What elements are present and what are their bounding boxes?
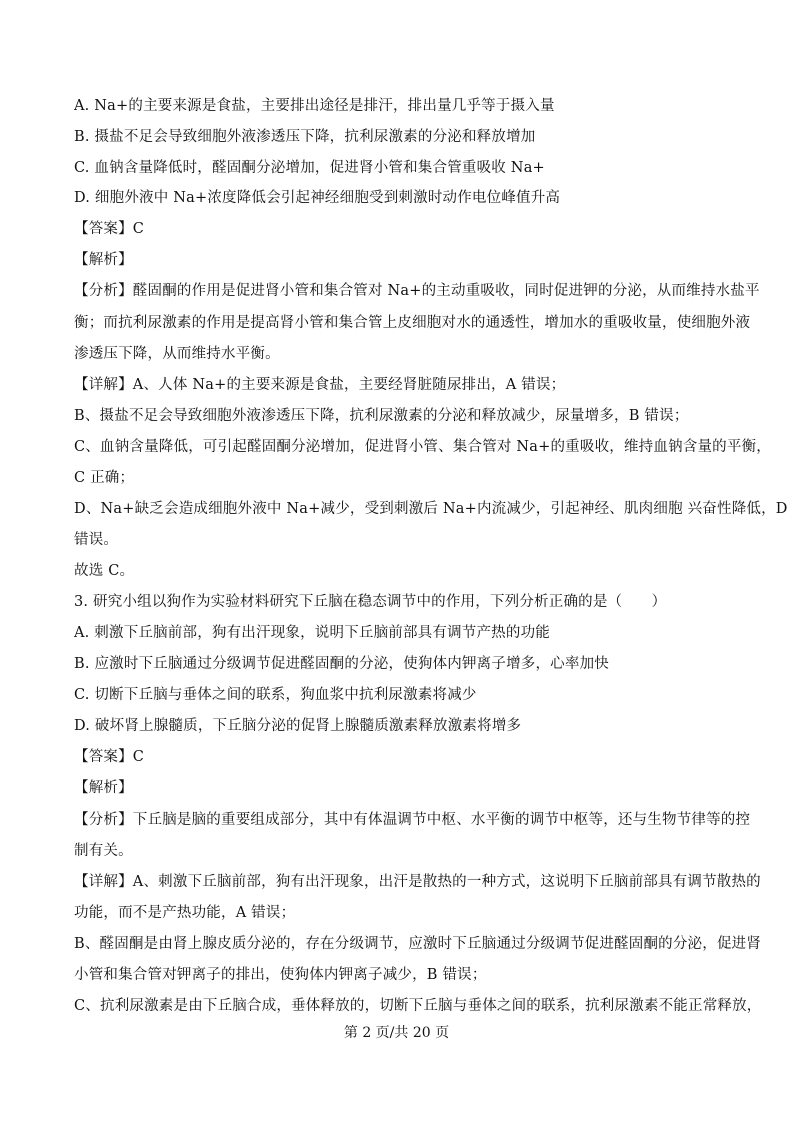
option-b-line: B. 摄盐不足会导致细胞外液渗透压下降，抗利尿激素的分泌和释放增加 (74, 129, 536, 145)
detail-text-line: 【详解】A、人体 Na+的主要来源是食盐，主要经肾脏随尿排出，A 错误； (74, 377, 566, 393)
page-footer: 第 2 页/共 20 页 (343, 1025, 450, 1041)
q3-option-c: C. 切断下丘脑与垂体之间的联系，狗血浆中抗利尿激素将减少 (74, 687, 477, 703)
conclusion-line: 故选 C。 (74, 563, 135, 579)
question-3-stem: 3. 研究小组以狗作为实验材料研究下丘脑在稳态调节中的作用，下列分析正确的是（ ） (74, 594, 667, 610)
q3-detail-text-line: B、醛固酮是由肾上腺皮质分泌的，存在分级调节，应激时下丘脑通过分级调节促进醛固酮的分泌，促进肾 (74, 936, 762, 952)
detail-text-line: C 正确； (74, 470, 135, 486)
q3-detail-text-line: 功能，而不是产热功能，A 错误； (74, 905, 296, 921)
q3-answer-line: 【答案】C (74, 749, 145, 765)
detail-text-line: 错误。 (74, 532, 119, 548)
q3-analysis-text-line: 【分析】下丘脑是脑的重要组成部分，其中有体温调节中枢、水平衡的调节中枢等，还与生物节律等的控 (74, 812, 751, 828)
q3-option-a: A. 刺激下丘脑前部，狗有出汗现象，说明下丘脑前部具有调节产热的功能 (74, 625, 550, 641)
detail-text-line: B、摄盐不足会导致细胞外液渗透压下降，抗利尿激素的分泌和释放减少，尿量增多，B 错误； (74, 408, 689, 424)
q3-option-d: D. 破坏肾上腺髓质，下丘脑分泌的促肾上腺髓质激素释放激素将增多 (74, 718, 522, 734)
q3-analysis-text-line: 制有关。 (74, 843, 133, 859)
q3-detail-text-line: 【详解】A、刺激下丘脑前部，狗有出汗现象，出汗是散热的一种方式，这说明下丘脑前部具有调节散热的 (74, 874, 761, 890)
detail-text-line: D、Na+缺乏会造成细胞外液中 Na+减少，受到刺激后 Na+内流减少，引起神经、肌肉细胞 兴奋性降低，D (74, 501, 788, 517)
q3-analysis-heading: 【解析】 (74, 780, 133, 796)
q3-detail-text-line: 小管和集合管对钾离子的排出，使狗体内钾离子减少，B 错误； (74, 967, 487, 983)
q3-detail-text-line: C、抗利尿激素是由下丘脑合成，垂体释放的，切断下丘脑与垂体之间的联系，抗利尿激素不能正常释放， (74, 998, 762, 1014)
analysis-text-line: 衡；而抗利尿激素的作用是提高肾小管和集合管上皮细胞对水的通透性，增加水的重吸收量，使细胞外液 (74, 315, 751, 331)
option-a-line: A. Na+的主要来源是食盐，主要排出途径是排汗，排出量几乎等于摄入量 (74, 98, 555, 114)
detail-text-line: C、血钠含量降低，可引起醛固酮分泌增加，促进肾小管、集合管对 Na+的重吸收，维持血钠含量的平衡， (74, 439, 771, 455)
analysis-heading: 【解析】 (74, 252, 133, 268)
answer-line: 【答案】C (74, 221, 145, 237)
q3-option-b: B. 应激时下丘脑通过分级调节促进醛固酮的分泌，使狗体内钾离子增多，心率加快 (74, 656, 609, 672)
analysis-text-line: 【分析】醛固酮的作用是促进肾小管和集合管对 Na+的主动重吸收，同时促进钾的分泌，从而维持水盐平 (74, 283, 760, 299)
option-d-line: D. 细胞外液中 Na+浓度降低会引起神经细胞受到刺激时动作电位峰值升高 (74, 190, 561, 206)
option-c-line: C. 血钠含量降低时，醛固酮分泌增加，促进肾小管和集合管重吸收 Na+ (74, 160, 545, 176)
analysis-text-line: 渗透压下降，从而维持水平衡。 (74, 346, 280, 362)
